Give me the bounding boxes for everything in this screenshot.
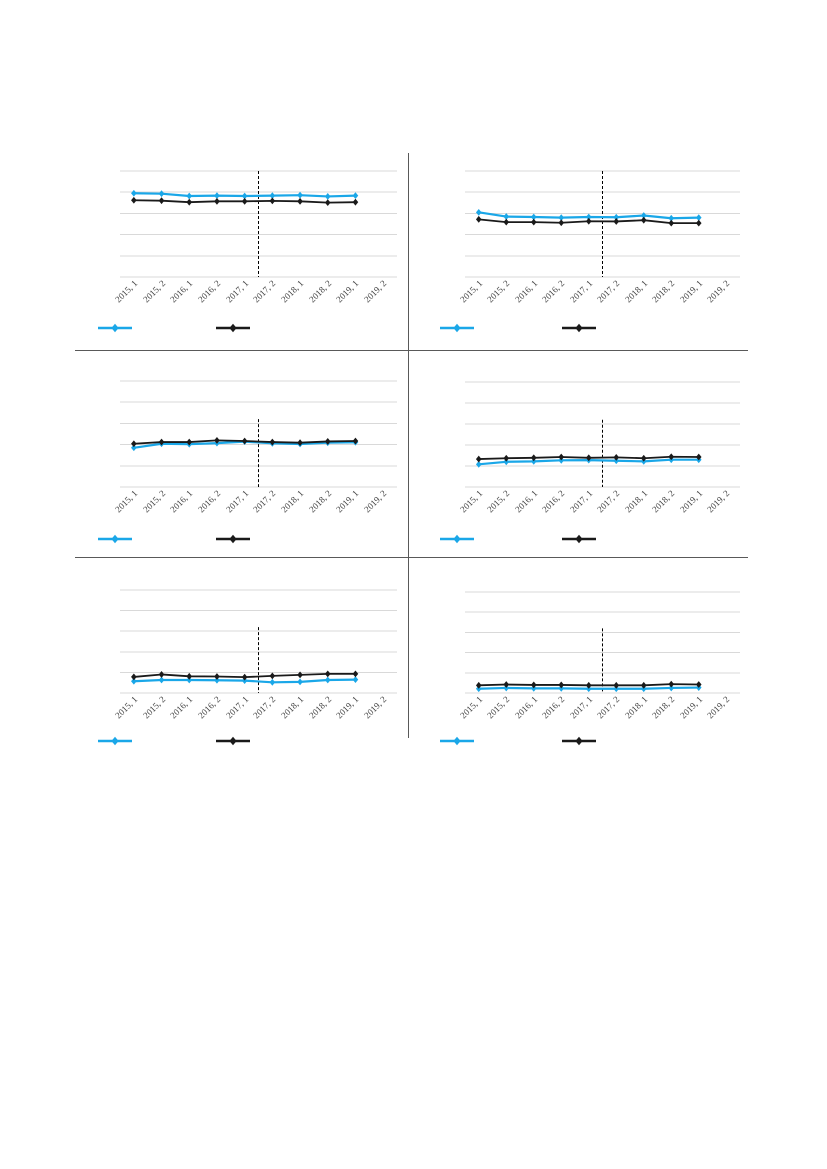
x-axis-label: 2019, 1 xyxy=(334,694,361,721)
x-axis-label: 2018, 2 xyxy=(650,278,677,305)
chart-canvas xyxy=(75,153,408,350)
legend-marker-diamond xyxy=(111,535,118,543)
x-axis-label: 2017, 2 xyxy=(595,488,622,515)
legend-item-black xyxy=(216,736,250,746)
data-point-marker xyxy=(696,220,702,227)
chart-bottom-right xyxy=(408,557,748,760)
data-point-marker xyxy=(641,217,647,224)
x-axis-label: 2018, 2 xyxy=(306,694,334,721)
data-point-marker xyxy=(297,198,303,205)
x-axis-label: 2016, 2 xyxy=(540,278,567,305)
chart-canvas xyxy=(408,350,748,557)
data-point-marker xyxy=(186,193,192,200)
x-axis-label: 2016, 1 xyxy=(512,278,540,305)
chart-canvas xyxy=(75,350,408,557)
legend-item-cyan xyxy=(98,736,132,746)
data-point-marker xyxy=(131,440,137,447)
data-point-marker xyxy=(325,193,331,200)
x-axis-label: 2018, 2 xyxy=(306,278,334,305)
legend-swatch xyxy=(562,534,596,544)
x-axis-label: 2019, 1 xyxy=(677,278,705,305)
legend-swatch xyxy=(98,323,132,333)
x-axis-label: 2019, 2 xyxy=(705,278,732,305)
data-point-marker xyxy=(270,673,276,680)
legend-marker-diamond xyxy=(453,324,460,332)
x-axis-label: 2018, 2 xyxy=(650,694,677,721)
legend-marker-diamond xyxy=(229,737,236,745)
x-axis-label: 2019, 1 xyxy=(677,694,705,721)
data-point-marker xyxy=(476,216,482,223)
x-axis-label: 2019, 2 xyxy=(362,694,389,721)
x-axis-label: 2016, 1 xyxy=(168,488,195,515)
legend-item-black xyxy=(216,323,250,333)
x-axis-label: 2018, 1 xyxy=(279,488,306,515)
data-point-marker xyxy=(531,454,537,461)
data-point-marker xyxy=(214,198,220,205)
legend-marker-diamond xyxy=(229,324,236,332)
data-point-marker xyxy=(325,670,331,677)
data-point-marker xyxy=(353,670,359,677)
data-point-marker xyxy=(325,677,331,684)
x-axis-label: 2016, 2 xyxy=(540,488,567,515)
x-axis-label: 2016, 2 xyxy=(196,488,223,515)
x-axis-label: 2019, 1 xyxy=(334,278,361,305)
data-point-marker xyxy=(270,679,276,686)
legend-marker-diamond xyxy=(229,535,236,543)
legend-swatch xyxy=(216,736,250,746)
data-point-marker xyxy=(325,199,331,206)
legend-marker-diamond xyxy=(575,535,582,543)
x-axis-label: 2016, 2 xyxy=(196,278,223,305)
x-axis-label: 2017, 1 xyxy=(567,694,595,721)
x-axis-label: 2015, 1 xyxy=(112,278,140,305)
x-axis-label: 2017, 2 xyxy=(251,278,278,305)
x-axis-label: 2017, 1 xyxy=(223,278,250,305)
x-axis-label: 2015, 1 xyxy=(457,488,485,515)
data-point-marker xyxy=(131,190,137,197)
data-point-marker xyxy=(586,218,592,225)
legend-item-black xyxy=(562,736,596,746)
x-axis-label: 2017, 1 xyxy=(567,488,595,515)
x-axis-label: 2017, 1 xyxy=(223,488,250,515)
legend-swatch xyxy=(440,323,474,333)
data-point-marker xyxy=(131,674,137,681)
x-axis-label: 2015, 2 xyxy=(485,488,512,515)
legend-item-black xyxy=(562,323,596,333)
legend-marker-diamond xyxy=(111,737,118,745)
data-point-marker xyxy=(668,681,674,688)
data-point-marker xyxy=(159,190,165,197)
chart-canvas xyxy=(408,153,748,350)
chart-top-right xyxy=(408,153,748,350)
data-point-marker xyxy=(159,197,165,204)
x-axis-label: 2019, 2 xyxy=(362,278,389,305)
data-point-marker xyxy=(503,219,509,226)
x-axis-label: 2015, 2 xyxy=(140,694,167,721)
legend-item-black xyxy=(216,534,250,544)
legend-swatch xyxy=(562,323,596,333)
data-point-marker xyxy=(558,219,564,226)
x-axis-label: 2015, 1 xyxy=(112,488,140,515)
legend-item-cyan xyxy=(440,534,474,544)
data-point-marker xyxy=(353,192,359,199)
legend-swatch xyxy=(216,323,250,333)
data-point-marker xyxy=(186,199,192,206)
x-axis-label: 2015, 1 xyxy=(457,694,485,721)
chart-top-left xyxy=(75,153,408,350)
legend-marker-diamond xyxy=(111,324,118,332)
legend-marker-diamond xyxy=(453,737,460,745)
x-axis-label: 2016, 1 xyxy=(512,694,540,721)
chart-canvas xyxy=(75,557,408,760)
data-point-marker xyxy=(353,199,359,206)
x-axis-label: 2019, 1 xyxy=(677,488,705,515)
x-axis-label: 2018, 1 xyxy=(622,278,650,305)
x-axis-label: 2016, 1 xyxy=(168,694,195,721)
x-axis-label: 2018, 1 xyxy=(622,488,650,515)
chart-canvas xyxy=(408,557,748,760)
data-point-marker xyxy=(531,219,537,226)
legend-swatch xyxy=(440,534,474,544)
data-point-marker xyxy=(297,192,303,199)
x-axis-label: 2018, 2 xyxy=(650,488,677,515)
x-axis-label: 2019, 2 xyxy=(362,488,389,515)
x-axis-label: 2015, 1 xyxy=(112,694,140,721)
x-axis-label: 2016, 1 xyxy=(512,488,540,515)
x-axis-label: 2018, 1 xyxy=(279,278,306,305)
legend-item-cyan xyxy=(440,736,474,746)
chart-middle-left xyxy=(75,350,408,557)
legend-swatch xyxy=(98,534,132,544)
data-point-marker xyxy=(131,197,137,204)
data-point-marker xyxy=(476,209,482,216)
data-point-marker xyxy=(242,438,248,445)
chart-middle-right xyxy=(408,350,748,557)
x-axis-label: 2018, 1 xyxy=(622,694,650,721)
data-point-marker xyxy=(186,673,192,680)
legend-item-cyan xyxy=(98,323,132,333)
x-axis-label: 2019, 1 xyxy=(334,488,361,515)
x-axis-label: 2017, 2 xyxy=(251,488,278,515)
data-point-marker xyxy=(297,678,303,685)
legend-swatch xyxy=(98,736,132,746)
legend-marker-diamond xyxy=(453,535,460,543)
legend-swatch xyxy=(562,736,596,746)
x-axis-label: 2017, 1 xyxy=(223,694,250,721)
data-point-marker xyxy=(214,673,220,680)
x-axis-label: 2017, 2 xyxy=(251,694,278,721)
x-axis-label: 2019, 2 xyxy=(705,694,732,721)
x-axis-label: 2016, 2 xyxy=(540,694,567,721)
x-axis-label: 2015, 2 xyxy=(140,278,167,305)
legend-swatch xyxy=(216,534,250,544)
data-point-marker xyxy=(242,198,248,205)
x-axis-label: 2019, 2 xyxy=(705,488,732,515)
x-axis-label: 2017, 2 xyxy=(595,694,622,721)
data-point-marker xyxy=(503,455,509,462)
data-point-marker xyxy=(668,220,674,227)
legend-swatch xyxy=(440,736,474,746)
x-axis-label: 2015, 1 xyxy=(457,278,485,305)
legend-marker-diamond xyxy=(575,324,582,332)
x-axis-label: 2017, 2 xyxy=(595,278,622,305)
x-axis-label: 2018, 2 xyxy=(306,488,334,515)
legend-item-cyan xyxy=(98,534,132,544)
legend-item-cyan xyxy=(440,323,474,333)
legend-marker-diamond xyxy=(575,737,582,745)
x-axis-label: 2016, 1 xyxy=(168,278,195,305)
x-axis-label: 2017, 1 xyxy=(567,278,595,305)
x-axis-label: 2018, 1 xyxy=(279,694,306,721)
x-axis-label: 2015, 2 xyxy=(140,488,167,515)
chart-bottom-left xyxy=(75,557,408,760)
data-point-marker xyxy=(476,456,482,463)
x-axis-label: 2016, 2 xyxy=(196,694,223,721)
data-point-marker xyxy=(613,218,619,225)
x-axis-label: 2015, 2 xyxy=(485,278,512,305)
data-point-marker xyxy=(270,197,276,204)
legend-item-black xyxy=(562,534,596,544)
x-axis-label: 2015, 2 xyxy=(485,694,512,721)
